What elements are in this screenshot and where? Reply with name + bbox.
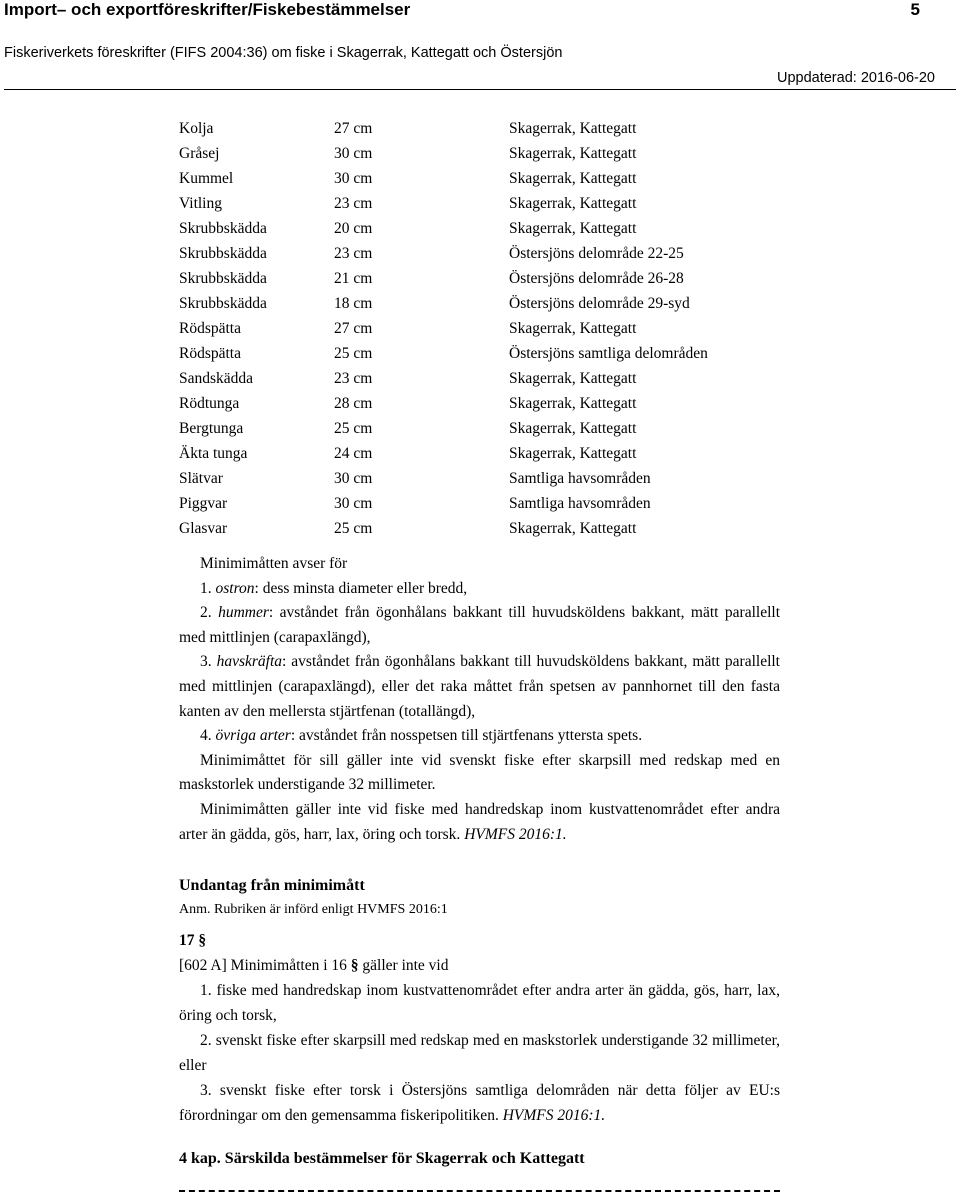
table-row	[179, 266, 779, 291]
document-title: Import– och exportföreskrifter/Fiskebestämmelser	[4, 0, 411, 19]
footer-dashed-line	[179, 1190, 780, 1192]
fishing-area: Östersjöns delområde 29-syd	[509, 295, 690, 312]
table-row	[179, 441, 779, 466]
herring-rule: Minimimåttet för sill gäller inte vid svenskt fiske efter skarpsill med redskap med en maskstorlek understigande 32 millimeter.	[179, 751, 780, 794]
table-row	[179, 291, 779, 316]
table-row	[179, 216, 779, 241]
fishing-area: Samtliga havsområden	[509, 495, 651, 512]
term-ovriga-arter: övriga arter	[215, 727, 291, 745]
table-row	[179, 241, 779, 266]
exception-item-2: 2. svenskt fiske efter skarpsill med redskap med en maskstorlek understigande 32 millimeter, eller	[179, 1032, 780, 1074]
minimum-size: 25 cm	[334, 420, 373, 437]
fishing-area: Skagerrak, Kattegatt	[509, 320, 637, 337]
exception-item-1: 1. fiske med handredskap inom kustvattenområdet efter andra arter än gädda, gös, harr, lax, öring och torsk,	[179, 982, 780, 1024]
hand-gear-rule: Minimimåtten gäller inte vid fiske med handredskap inom kustvattenområdet efter andra arter än gädda, gös, harr, lax, öring och torsk. HVMFS 2016:1.	[179, 800, 780, 843]
chapter-heading: 4 kap. Särskilda bestämmelser för Skagerrak och Kattegatt	[179, 1150, 585, 1167]
fishing-area: Skagerrak, Kattegatt	[509, 395, 637, 412]
exception-reference: HVMFS 2016:1.	[502, 1107, 606, 1124]
fishing-area: Skagerrak, Kattegatt	[509, 445, 637, 462]
table-row	[179, 141, 779, 166]
table-row	[179, 316, 779, 341]
note-item-other-species: 4. övriga arter: avståndet från nosspetsen till stjärtfenans yttersta spets.	[200, 727, 643, 745]
species-name: Glasvar	[179, 520, 228, 537]
species-name: Gråsej	[179, 145, 220, 162]
term-havskrafta: havskräfta	[216, 653, 283, 671]
term-ostron: ostron	[215, 579, 255, 597]
section-17	[179, 928, 780, 1128]
paragraph-sign: §	[350, 957, 359, 974]
table-row	[179, 341, 779, 366]
species-name: Skrubbskädda	[179, 295, 267, 312]
fishing-area: Skagerrak, Kattegatt	[509, 220, 637, 237]
document-subtitle: Fiskeriverkets föreskrifter (FIFS 2004:36) om fiske i Skagerrak, Kattegatt och Östersjön	[4, 45, 563, 61]
fishing-area: Skagerrak, Kattegatt	[509, 195, 637, 212]
minimum-size: 24 cm	[334, 445, 373, 462]
updated-date: Uppdaterad: 2016-06-20	[776, 70, 935, 86]
species-name: Rödspätta	[179, 345, 241, 362]
species-name: Vitling	[179, 195, 222, 212]
editorial-note: Anm. Rubriken är införd enligt HVMFS 2016:1	[179, 902, 448, 917]
minimum-size: 30 cm	[334, 170, 373, 187]
fishing-area: Skagerrak, Kattegatt	[509, 370, 637, 387]
minimum-size-table	[179, 116, 779, 541]
section-17-intro: [602 A] Minimimåtten i 16 § gäller inte vid	[179, 957, 449, 974]
minimum-size: 25 cm	[334, 520, 373, 537]
species-name: Skrubbskädda	[179, 220, 267, 237]
minimum-size: 30 cm	[334, 145, 373, 162]
fishing-area: Östersjöns delområde 22-25	[509, 245, 684, 262]
note-item-oyster: 1. ostron: dess minsta diameter eller bredd,	[200, 579, 468, 597]
table-row	[179, 516, 779, 541]
section-number: 17 §	[179, 932, 207, 949]
species-name: Sandskädda	[179, 370, 254, 387]
minimum-size: 27 cm	[334, 120, 373, 137]
minimum-size: 30 cm	[334, 495, 373, 512]
fishing-area: Samtliga havsområden	[509, 470, 651, 487]
page-header	[4, 0, 920, 20]
minimum-size: 27 cm	[334, 320, 373, 337]
note-item-norway-lobster: 3. havskräfta: avståndet från ögonhålans bakkant till huvudsköldens bakkant, mätt parallellt med mittlinjen (carapaxlängd), eller det raka måttet från spetsen av pannhornet till den fasta kanten av den mellersta stjärtfenan (totallängd),	[179, 653, 780, 720]
species-name: Skrubbskädda	[179, 270, 267, 287]
species-name: Rödspätta	[179, 320, 241, 337]
hand-gear-reference: HVMFS 2016:1.	[464, 825, 567, 843]
species-name: Äkta tunga	[179, 445, 248, 462]
term-hummer: hummer	[218, 604, 269, 622]
exception-item-3: 3. svenskt fiske efter torsk i Östersjöns samtliga delområden när detta följer av EU:s förordningar om den gemensamma fiskeripolitiken. HVMFS 2016:1.	[179, 1082, 780, 1124]
fishing-area: Skagerrak, Kattegatt	[509, 520, 637, 537]
section-heading-exceptions: Undantag från minimimått	[179, 877, 365, 894]
species-name: Skrubbskädda	[179, 245, 267, 262]
paragraph-sign: §	[198, 932, 207, 949]
table-row	[179, 166, 779, 191]
minimum-size: 23 cm	[334, 195, 373, 212]
minimum-size: 20 cm	[334, 220, 373, 237]
minimum-size: 28 cm	[334, 395, 373, 412]
species-name: Bergtunga	[179, 420, 244, 437]
table-row	[179, 191, 779, 216]
notes-section	[179, 552, 780, 847]
fishing-area: Skagerrak, Kattegatt	[509, 120, 637, 137]
notes-intro: Minimimåtten avser för	[200, 555, 348, 572]
species-name: Rödtunga	[179, 395, 240, 412]
page-number: 5	[910, 0, 920, 19]
fishing-area: Östersjöns samtliga delområden	[509, 345, 708, 362]
table-row	[179, 391, 779, 416]
minimum-size: 18 cm	[334, 295, 373, 312]
species-name: Kolja	[179, 120, 214, 137]
species-name: Slätvar	[179, 470, 223, 487]
species-name: Kummel	[179, 170, 234, 187]
minimum-size: 30 cm	[334, 470, 373, 487]
table-row	[179, 416, 779, 441]
minimum-size: 23 cm	[334, 370, 373, 387]
fishing-area: Skagerrak, Kattegatt	[509, 420, 637, 437]
header-divider	[4, 89, 956, 90]
minimum-size: 25 cm	[334, 345, 373, 362]
fishing-area: Skagerrak, Kattegatt	[509, 170, 637, 187]
table-row	[179, 116, 779, 141]
minimum-size: 21 cm	[334, 270, 373, 287]
note-item-lobster: 2. hummer: avståndet från ögonhålans bakkant till huvudsköldens bakkant, mätt parallellt med mittlinjen (carapaxlängd),	[179, 604, 780, 646]
fishing-area: Skagerrak, Kattegatt	[509, 145, 637, 162]
table-row	[179, 366, 779, 391]
table-row	[179, 466, 779, 491]
species-name: Piggvar	[179, 495, 228, 512]
fishing-area: Östersjöns delområde 26-28	[509, 270, 684, 287]
table-row	[179, 491, 779, 516]
minimum-size: 23 cm	[334, 245, 373, 262]
